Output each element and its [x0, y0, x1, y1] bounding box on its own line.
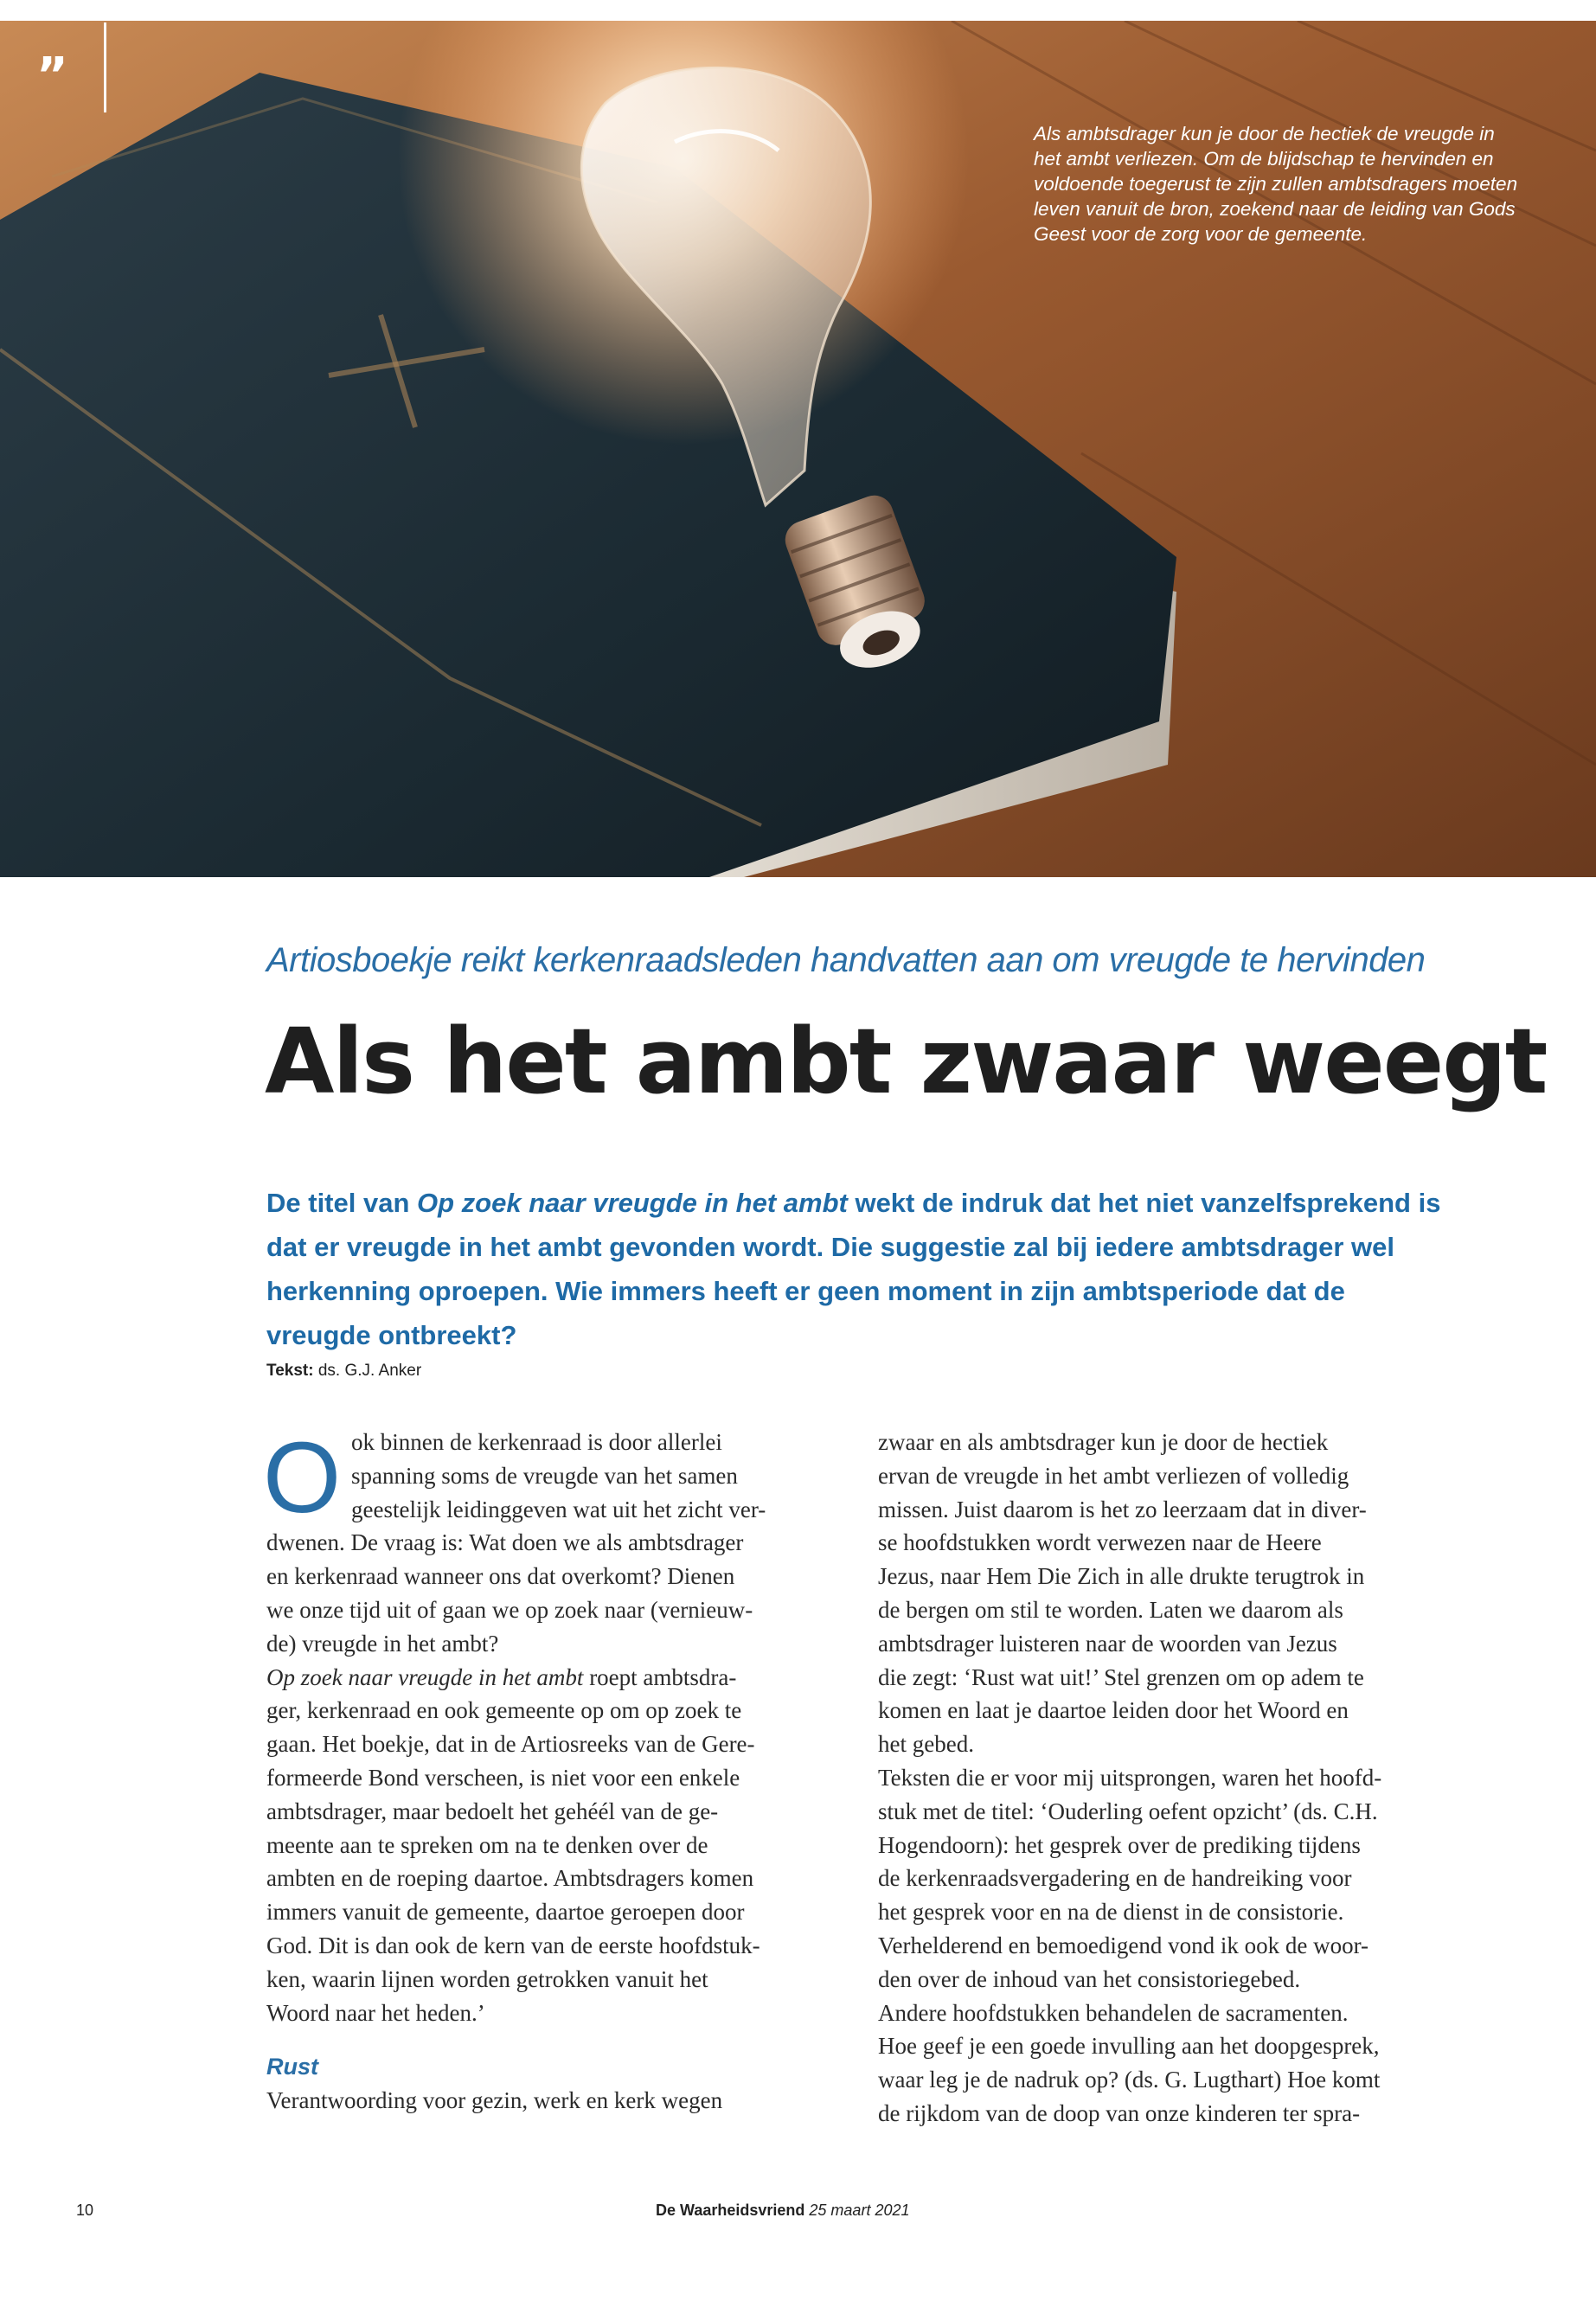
text-line: ambtsdrager, maar bedoelt het gehéél van de ge-: [266, 1798, 719, 1824]
publication-date: 25 maart 2021: [809, 2202, 910, 2219]
text-line: formeerde Bond verscheen, is niet voor een enkele: [266, 1764, 740, 1791]
byline-label: Tekst:: [266, 1362, 314, 1380]
kicker: Artiosboekje reikt kerkenraadsleden handvatten aan om vreugde te hervinden: [266, 941, 1426, 979]
text-line: we onze tijd uit of gaan we op zoek naar (vernieuw-: [266, 1596, 753, 1623]
footer-publication: [656, 2202, 909, 2220]
text-line: Teksten die er voor mij uitsprongen, waren het hoofd-: [878, 1764, 1382, 1791]
text-fragment: roept ambtsdra-: [583, 1663, 737, 1690]
article-column-2: [878, 1426, 1449, 2131]
text-line: se hoofdstukken wordt verwezen naar de Heere: [878, 1529, 1322, 1556]
text-line: ambtsdrager luisteren naar de woorden van Jezus: [878, 1630, 1337, 1657]
text-line: de) vreugde in het ambt?: [266, 1630, 499, 1657]
text-line: die zegt: ‘Rust wat uit!’ Stel grenzen om op adem te: [878, 1663, 1364, 1690]
drop-cap: O: [263, 1421, 342, 1534]
text-line: geestelijk leidinggeven wat uit het zicht ver-: [351, 1496, 766, 1522]
page-title: Als het ambt zwaar weegt: [265, 1009, 1547, 1114]
text-line: Andere hoofdstukken behandelen de sacramenten.: [878, 1999, 1349, 2026]
text-line: meente aan te spreken om na te denken over de: [266, 1831, 708, 1858]
quote-divider: [104, 22, 106, 112]
text-line: spanning soms de vreugde van het samen: [351, 1462, 738, 1489]
byline: [266, 1362, 421, 1381]
text-line: ok binnen de kerkenraad is door allerlei: [351, 1429, 722, 1455]
text-line: gaan. Het boekje, dat in de Artiosreeks van de Gere-: [266, 1731, 755, 1758]
text-line: ambten en de roeping daartoe. Ambtsdragers komen: [266, 1865, 754, 1892]
text-line: ger, kerkenraad en ook gemeente op om op zoek te: [266, 1697, 742, 1724]
text-line: Woord naar het heden.’: [266, 1999, 485, 2026]
text-line: Hoe geef je een goede invulling aan het doopgesprek,: [878, 2033, 1380, 2060]
book-title: Op zoek naar vreugde in het ambt: [266, 1663, 584, 1690]
text-line: stuk met de titel: ‘Ouderling oefent opzicht’ (ds. C.H.: [878, 1798, 1378, 1824]
text-line: Verantwoording voor gezin, werk en kerk wegen: [266, 2087, 723, 2114]
text-line: dwenen. De vraag is: Wat doen we als ambtsdrager: [266, 1529, 744, 1556]
publication-name: De Waarheidsvriend: [656, 2202, 805, 2219]
lead-book-title: Op zoek naar vreugde in het ambt: [417, 1188, 848, 1218]
text-line: de bergen om stil te worden. Laten we daarom als: [878, 1596, 1343, 1623]
section-subhead: Rust: [266, 2054, 318, 2080]
text-line: ken, waarin lijnen worden getrokken vanuit het: [266, 1965, 708, 1992]
text-line: het gesprek voor en na de dienst in de consistorie.: [878, 1899, 1344, 1926]
text-line: Hogendoorn): het gesprek over de prediking tijdens: [878, 1831, 1361, 1858]
article-column-1: [263, 1421, 837, 2118]
byline-author: ds. G.J. Anker: [317, 1362, 422, 1380]
lead-before: De titel van: [266, 1188, 417, 1218]
text-line: Jezus, naar Hem Die Zich in alle drukte terugtrok in: [878, 1563, 1365, 1590]
lead-paragraph: [266, 1181, 1452, 1357]
quote-mark-icon: ”: [36, 48, 68, 104]
text-line: de kerkenraadsvergadering en de handreiking voor: [878, 1865, 1352, 1892]
text-line: immers vanuit de gemeente, daartoe geroepen door: [266, 1899, 745, 1926]
text-line: missen. Juist daarom is het zo leerzaam dat in diver-: [878, 1496, 1367, 1522]
text-line: Verhelderend en bemoedigend vond ik ook de woor-: [878, 1932, 1369, 1958]
text-line: waar leg je de nadruk op? (ds. G. Lugthart) Hoe komt: [878, 2067, 1381, 2093]
text-line: God. Dit is dan ook de kern van de eerste hoofdstuk-: [266, 1932, 760, 1958]
text-line: de rijkdom van de doop van onze kinderen ter spra-: [878, 2099, 1361, 2126]
text-line: den over de inhoud van het consistoriegebed.: [878, 1965, 1301, 1992]
text-line: het gebed.: [878, 1731, 974, 1758]
text-line: zwaar en als ambtsdrager kun je door de hectiek: [878, 1429, 1329, 1455]
text-line: [266, 1661, 837, 1695]
photo-caption: Als ambtsdrager kun je door de hectiek de vreugde in het ambt verliezen. Om de blijdschap te hervinden en voldoende toegerust te zijn zullen ambtsdragers moeten leven vanuit de bron, zoekend naar de leiding van Gods Geest voor de zorg voor de gemeente.: [1034, 123, 1518, 245]
text-line: ervan de vreugde in het ambt verliezen of volledig: [878, 1462, 1349, 1489]
text-line: en kerkenraad wanneer ons dat overkomt? Dienen: [266, 1563, 735, 1590]
lead-after: wekt de indruk dat het niet vanzelfsprekend is dat er vreugde in het ambt gevonden wordt. Die suggestie zal bij iedere ambtsdrager wel herkenning oproepen. Wie immers heeft er geen moment in zijn ambtsperiode dat de vreugde ontbreekt?: [266, 1188, 1441, 1350]
page-number: 10: [76, 2202, 94, 2219]
text-line: komen en laat je daartoe leiden door het Woord en: [878, 1697, 1349, 1724]
